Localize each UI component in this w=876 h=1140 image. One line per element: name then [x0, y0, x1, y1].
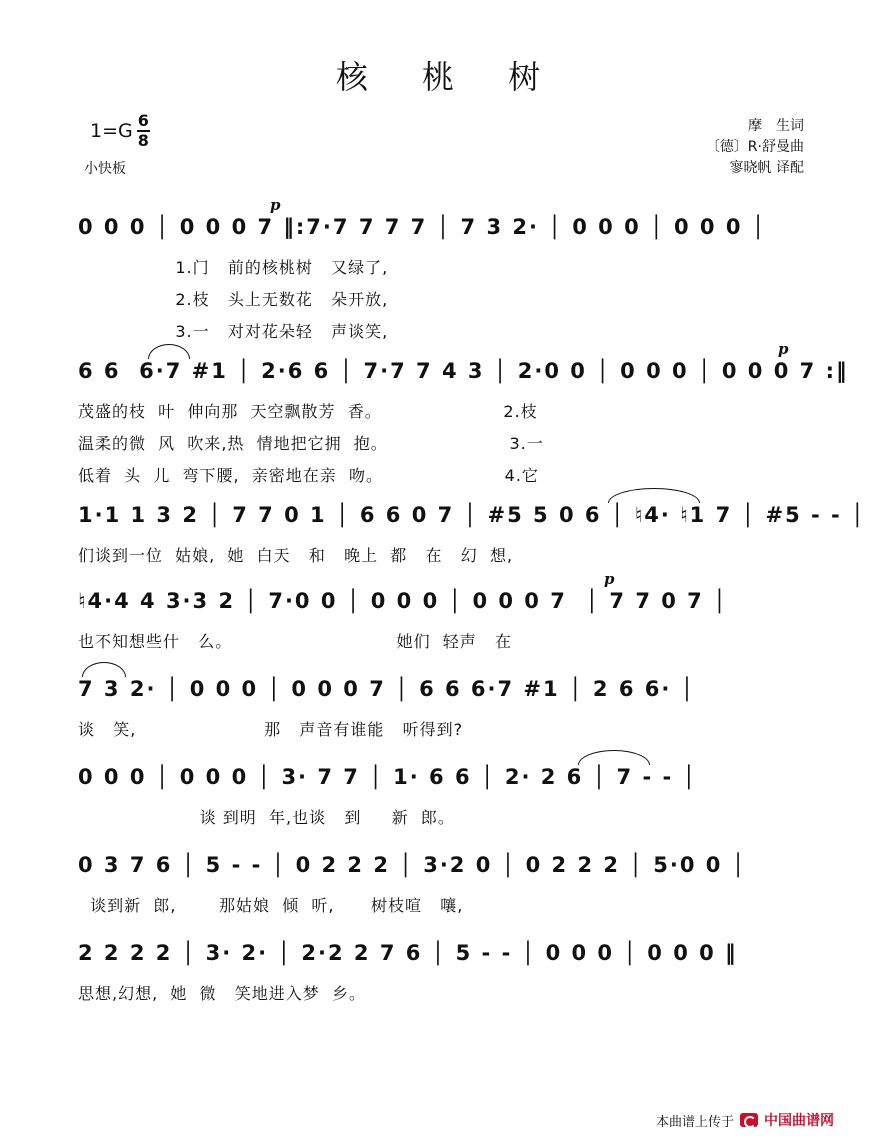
notation-row	[78, 340, 849, 396]
lyricist-credit: 摩 生词	[748, 118, 804, 134]
score-system-2	[78, 340, 849, 492]
notation-row	[78, 746, 812, 802]
time-signature-bottom: 8	[137, 131, 149, 150]
lyric-line: 谈 笑, 那 声音有谁能 听得到?	[78, 720, 464, 739]
lyric-line: 谈到新 郎, 那姑娘 倾 听, 树枝喧 嚷,	[78, 896, 464, 915]
score-system-8	[78, 922, 812, 1010]
time-signature-top: 6	[137, 111, 149, 130]
key-label: 1=G	[90, 120, 133, 142]
upload-footer	[656, 1110, 834, 1130]
site-logo-text[interactable]: 中国曲谱网	[764, 1113, 834, 1129]
notation-row	[78, 922, 812, 978]
notation-line: 2 2 2 2 │ 3· 2· │ 2·2 2 7 6 │ 5 - - │ 0 0 0 │ 0 0 0 ‖	[78, 941, 738, 965]
notation-row	[78, 834, 812, 890]
notation-row	[78, 484, 866, 540]
dynamic-marking: p	[270, 196, 281, 214]
site-logo-icon	[740, 1113, 758, 1127]
lyric-verse-2: 2.枝 头上无数花 朵开放,	[78, 290, 389, 309]
credits	[706, 116, 804, 179]
dynamic-marking: p	[604, 570, 615, 588]
notation-line: 7 3 2· │ 0 0 0 │ 0 0 0 7 │ 6 6 6·7 #1 │ 2 6 6· │	[78, 677, 696, 701]
score-system-4	[78, 570, 812, 658]
notation-line: 6 6 6·7 #1 │ 2·6 6 │ 7·7 7 4 3 │ 2·0 0 │ 0 0 0 │ 0 0 0 7 :‖	[78, 359, 849, 383]
lyric-line: 也不知想些什 么。 她们 轻声 在	[78, 632, 513, 651]
lyric-line: 思想,幻想, 她 微 笑地进入梦 乡。	[78, 984, 366, 1003]
notation-row	[78, 196, 812, 252]
notation-line: 0 0 0 │ 0 0 0 │ 3· 7 7 │ 1· 6 6 │ 2· 2 6 │ 7 - - │	[78, 765, 698, 789]
footer-text: 本曲谱上传于	[655, 1114, 734, 1130]
score-system-6	[78, 746, 812, 834]
composer-credit: 〔德〕R·舒曼曲	[705, 139, 804, 155]
score-system-3	[78, 484, 866, 572]
key-signature	[90, 112, 150, 150]
score-system-7	[78, 834, 812, 922]
lyric-line: 谈 到明 年,也谈 到 新 郎。	[78, 808, 455, 827]
notation-line: 0 3 7 6 │ 5 - - │ 0 2 2 2 │ 3·2 0 │ 0 2 2 2 │ 5·0 0 │	[78, 853, 747, 877]
lyric-line: 们谈到一位 姑娘, 她 白天 和 晚上 都 在 幻 想,	[78, 546, 514, 565]
lyric-verse-3: 低着 头 儿 弯下腰, 亲密地在亲 吻。 4.它	[78, 466, 539, 485]
notation-line: 1·1 1 3 2 │ 7 7 0 1 │ 6 6 0 7 │ #5 5 0 6 │ ♮4· ♮1 7 │ #5 - - │	[78, 503, 866, 527]
tempo-marking: 小快板	[84, 161, 126, 177]
dynamic-marking: p	[778, 340, 789, 358]
translator-credit: 寥晓帆 译配	[729, 160, 804, 176]
lyric-verse-1: 茂盛的枝 叶 伸向那 天空飘散芳 香。 2.枝	[78, 402, 538, 421]
notation-row	[78, 570, 812, 626]
page-title: 核 桃 树	[335, 58, 563, 96]
notation-line: ♮4·4 4 3·3 2 │ 7·0 0 │ 0 0 0 │ 0 0 0 7 │ 7 7 0 7 │	[78, 589, 728, 613]
lyric-verse-1: 1.门 前的核桃树 又绿了,	[78, 258, 389, 277]
score-system-1	[78, 196, 812, 348]
time-signature	[137, 112, 150, 150]
lyric-verse-2: 温柔的微 风 吹来,热 情地把它拥 抱。 3.一	[78, 434, 544, 453]
notation-row	[78, 658, 812, 714]
lyric-verse-3: 3.一 对对花朵轻 声谈笑,	[78, 322, 389, 341]
score-system-5	[78, 658, 812, 746]
notation-line: 0 0 0 │ 0 0 0 7 ‖:7·7 7 7 7 │ 7 3 2· │ 0 0 0 │ 0 0 0 │	[78, 215, 767, 239]
